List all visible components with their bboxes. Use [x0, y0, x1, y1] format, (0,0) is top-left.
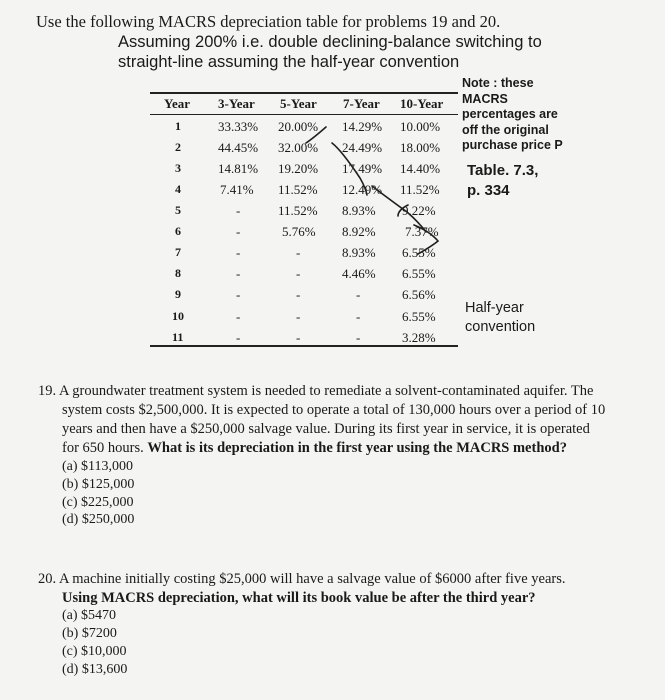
table-ref-line: Table. 7.3, [467, 162, 539, 179]
note-line: percentages are [462, 107, 558, 121]
cell-3-year: 14.81% [218, 161, 259, 176]
diagonal-slash-stroke [414, 225, 438, 254]
cell-3-year: - [236, 330, 241, 345]
cell-year: 7 [175, 245, 181, 259]
cell-10-year: 9.22% [402, 203, 436, 218]
cell-year: 2 [175, 140, 181, 154]
answer-option: (b) $125,000 [62, 477, 135, 492]
cell-10-year: 18.00% [400, 140, 441, 155]
cell-3-year: - [236, 309, 241, 324]
cell-7-year: 14.29% [342, 119, 383, 134]
header-3-year: 3-Year [218, 96, 255, 111]
cell-5-year: - [296, 330, 301, 345]
cell-3-year: - [236, 203, 241, 218]
cell-7-year: 12.49% [342, 182, 383, 197]
problem-19-line: 19. A groundwater treatment system is needed to remediate a solvent-contaminated aquifer. The [38, 383, 594, 399]
problem-19-last-line [62, 439, 567, 458]
cell-3-year: 33.33% [218, 119, 259, 134]
header-5-year: 5-Year [280, 96, 317, 111]
cell-year: 3 [175, 161, 181, 175]
answer-option: (a) $5470 [62, 608, 117, 623]
header-7-year: 7-Year [343, 96, 380, 111]
cell-10-year: 10.00% [400, 119, 441, 134]
note-line: purchase price P [462, 138, 563, 152]
problem-19-line: years and then have a $250,000 salvage value. During its first year in service, it is operated [62, 421, 590, 437]
diagonal-slash-stroke [306, 127, 326, 143]
intro-line-1: Use the following MACRS depreciation table for problems 19 and 20. [36, 12, 501, 31]
cell-year: 1 [175, 119, 181, 133]
cell-7-year: 8.93% [342, 245, 376, 260]
header-10-year: 10-Year [400, 96, 444, 111]
cell-year: 9 [175, 287, 181, 301]
cell-7-year: 8.92% [342, 224, 376, 239]
table-ref-line: p. 334 [467, 182, 510, 199]
cell-7-year: 24.49% [342, 140, 383, 155]
cell-10-year: 14.40% [400, 161, 441, 176]
cell-5-year: 32.00% [278, 140, 319, 155]
cell-7-year: 8.93% [342, 203, 376, 218]
problem-19-line: system costs $2,500,000. It is expected to operate a total of 130,000 hours over a period of 10 [62, 402, 606, 418]
cell-3-year: 44.45% [218, 140, 259, 155]
cell-5-year: 20.00% [278, 119, 319, 134]
cell-5-year: 19.20% [278, 161, 319, 176]
cell-7-year: - [356, 309, 361, 324]
cell-5-year: - [296, 266, 301, 281]
header-year: Year [164, 96, 190, 111]
diagonal-slash-stroke [332, 143, 367, 195]
problem-20-question: Using MACRS depreciation, what will its book value be after the third year? [62, 590, 536, 606]
cell-5-year: - [296, 287, 301, 302]
cell-3-year: - [236, 245, 241, 260]
cell-10-year: 6.56% [402, 287, 436, 302]
cell-5-year: - [296, 309, 301, 324]
cell-10-year: 3.28% [402, 330, 436, 345]
cell-7-year: 4.46% [342, 266, 376, 281]
cell-5-year: 11.52% [278, 203, 318, 218]
cell-year: 11 [172, 330, 184, 344]
answer-option: (d) $13,600 [62, 662, 128, 677]
half-year-line: convention [465, 319, 536, 335]
answer-option: (c) $225,000 [62, 495, 134, 510]
answer-option: (b) $7200 [62, 626, 117, 641]
note-line: off the original [462, 122, 549, 137]
answer-option: (d) $250,000 [62, 512, 135, 527]
cell-10-year: 11.52% [400, 182, 440, 197]
problem-19-line: for 650 hours. [62, 440, 144, 456]
cell-7-year: - [356, 287, 361, 302]
cell-5-year: 5.76% [282, 224, 316, 239]
note-annotation [462, 76, 563, 154]
cell-10-year: 7.37% [405, 224, 439, 239]
cell-10-year: 6.55% [402, 266, 436, 281]
cell-7-year: - [356, 330, 361, 345]
cell-year: 4 [175, 182, 181, 196]
diagonal-slash-stroke [372, 186, 426, 232]
note-line: MACRS [462, 91, 508, 106]
half-year-line: Half-year [465, 300, 524, 316]
cell-5-year: 11.52% [278, 182, 318, 197]
note-line: Note : these [462, 76, 534, 90]
answer-option: (c) $10,000 [62, 644, 127, 659]
intro-line-3: straight-line assuming the half-year convention [118, 53, 460, 71]
half-year-note [465, 299, 535, 337]
cell-year: 5 [175, 203, 181, 217]
cell-3-year: 7.41% [220, 182, 254, 197]
cell-year: 10 [172, 309, 184, 323]
cell-3-year: - [236, 287, 241, 302]
cell-3-year: - [236, 224, 241, 239]
answer-option: (a) $113,000 [62, 459, 134, 474]
cell-year: 8 [175, 266, 181, 280]
cell-10-year: 6.55% [402, 245, 436, 260]
problem-19-question: What is its depreciation in the first year using the MACRS method? [147, 440, 567, 456]
table-reference [467, 161, 538, 201]
cell-year: 6 [175, 224, 181, 238]
cell-7-year: 17.49% [342, 161, 383, 176]
cell-3-year: - [236, 266, 241, 281]
problem-20-line: 20. A machine initially costing $25,000 will have a salvage value of $6000 after five years. [38, 571, 566, 587]
cell-10-year: 6.55% [402, 309, 436, 324]
cell-5-year: - [296, 245, 301, 260]
intro-line-2: Assuming 200% i.e. double declining-balance switching to [118, 33, 542, 51]
